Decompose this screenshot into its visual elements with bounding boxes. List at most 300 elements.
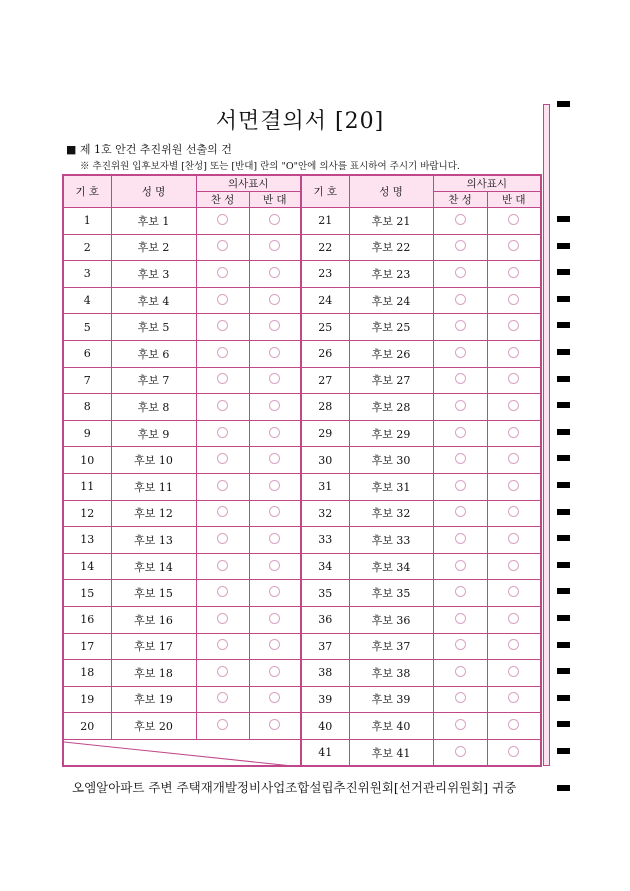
yes-circle[interactable] <box>433 713 487 740</box>
circle-icon <box>508 560 519 571</box>
yes-circle[interactable] <box>196 580 249 607</box>
circle-icon <box>217 373 228 384</box>
candidate-name: 후보 6 <box>111 340 196 367</box>
circle-icon <box>269 294 280 305</box>
circle-icon <box>217 586 228 597</box>
candidate-name: 후보 27 <box>349 367 433 394</box>
footer-recipient: 오엠알아파트 주변 주택재개발정비사업조합설립추진위원회[선거관리위원회] 귀중 <box>72 780 517 795</box>
candidate-name: 후보 7 <box>111 367 196 394</box>
table-row <box>63 340 541 367</box>
table-row <box>63 367 541 394</box>
circle-icon <box>455 214 466 225</box>
side-bar <box>543 104 550 766</box>
timing-mark <box>557 509 570 515</box>
table-row <box>63 208 541 235</box>
yes-circle[interactable] <box>196 208 249 235</box>
vote-table <box>62 174 542 767</box>
empty-cell <box>63 739 301 766</box>
no-circle[interactable] <box>487 314 541 341</box>
timing-mark <box>557 269 570 275</box>
header-vote: 의사표시 <box>196 175 301 192</box>
circle-icon <box>269 533 280 544</box>
circle-icon <box>269 214 280 225</box>
yes-circle[interactable] <box>433 261 487 288</box>
header-yes: 찬 성 <box>433 192 487 208</box>
candidate-number: 37 <box>301 633 349 660</box>
timing-mark <box>557 721 570 727</box>
circle-icon <box>508 586 519 597</box>
circle-icon <box>455 613 466 624</box>
circle-icon <box>508 613 519 624</box>
circle-icon <box>269 480 280 491</box>
circle-icon <box>455 294 466 305</box>
circle-icon <box>455 267 466 278</box>
candidate-number: 26 <box>301 340 349 367</box>
candidate-name: 후보 8 <box>111 394 196 421</box>
no-circle[interactable] <box>249 287 301 314</box>
agenda-heading: ■ 제 1호 안건 추진위원 선출의 건 <box>66 143 232 156</box>
table-row <box>63 447 541 474</box>
circle-icon <box>508 719 519 730</box>
candidate-number: 18 <box>63 660 111 687</box>
no-circle[interactable] <box>487 394 541 421</box>
circle-icon <box>508 427 519 438</box>
yes-circle[interactable] <box>196 367 249 394</box>
no-circle[interactable] <box>487 713 541 740</box>
table-row <box>63 420 541 447</box>
circle-icon <box>508 453 519 464</box>
candidate-name: 후보 4 <box>111 287 196 314</box>
candidate-name: 후보 18 <box>111 660 196 687</box>
header-vote: 의사표시 <box>433 175 541 192</box>
no-circle[interactable] <box>249 394 301 421</box>
circle-icon <box>269 692 280 703</box>
circle-icon <box>269 506 280 517</box>
instruction-text: ※ 추진위원 입후보자별 [찬성] 또는 [반대] 란의 "O"안에 의사를 표시하여 주시기 바랍니다. <box>80 161 460 172</box>
circle-icon <box>269 719 280 730</box>
circle-icon <box>269 560 280 571</box>
candidate-number: 22 <box>301 234 349 261</box>
circle-icon <box>269 639 280 650</box>
circle-icon <box>217 692 228 703</box>
circle-icon <box>508 347 519 358</box>
timing-mark <box>557 101 570 107</box>
circle-icon <box>508 294 519 305</box>
circle-icon <box>217 533 228 544</box>
no-circle[interactable] <box>249 473 301 500</box>
circle-icon <box>455 320 466 331</box>
candidate-number: 13 <box>63 527 111 554</box>
candidate-number: 4 <box>63 287 111 314</box>
timing-mark <box>557 785 570 791</box>
candidate-name: 후보 33 <box>349 527 433 554</box>
candidate-name: 후보 29 <box>349 420 433 447</box>
circle-icon <box>455 453 466 464</box>
circle-icon <box>455 692 466 703</box>
candidate-number: 2 <box>63 234 111 261</box>
circle-icon <box>455 719 466 730</box>
no-circle[interactable] <box>487 580 541 607</box>
table-row <box>63 713 541 740</box>
circle-icon <box>508 214 519 225</box>
table-row <box>63 500 541 527</box>
candidate-number: 34 <box>301 553 349 580</box>
table-row <box>63 287 541 314</box>
candidate-number: 12 <box>63 500 111 527</box>
candidate-name: 후보 17 <box>111 633 196 660</box>
candidate-number: 6 <box>63 340 111 367</box>
yes-circle[interactable] <box>433 739 487 766</box>
timing-mark <box>557 695 570 701</box>
candidate-name: 후보 19 <box>111 686 196 713</box>
no-circle[interactable] <box>487 447 541 474</box>
candidate-number: 16 <box>63 606 111 633</box>
circle-icon <box>455 480 466 491</box>
circle-icon <box>269 453 280 464</box>
no-circle[interactable] <box>249 447 301 474</box>
header-yes: 찬 성 <box>196 192 249 208</box>
candidate-name: 후보 32 <box>349 500 433 527</box>
no-circle[interactable] <box>487 686 541 713</box>
no-circle[interactable] <box>249 340 301 367</box>
candidate-name: 후보 40 <box>349 713 433 740</box>
candidate-name: 후보 22 <box>349 234 433 261</box>
circle-icon <box>217 453 228 464</box>
candidate-name: 후보 31 <box>349 473 433 500</box>
candidate-name: 후보 41 <box>349 739 433 766</box>
no-circle[interactable] <box>249 713 301 740</box>
circle-icon <box>508 639 519 650</box>
circle-icon <box>269 613 280 624</box>
timing-mark <box>557 322 570 328</box>
candidate-name: 후보 24 <box>349 287 433 314</box>
circle-icon <box>269 400 280 411</box>
candidate-name: 후보 5 <box>111 314 196 341</box>
yes-circle[interactable] <box>196 394 249 421</box>
circle-icon <box>508 267 519 278</box>
candidate-number: 38 <box>301 660 349 687</box>
table-row <box>63 580 541 607</box>
circle-icon <box>269 427 280 438</box>
no-circle[interactable] <box>249 367 301 394</box>
timing-mark <box>557 642 570 648</box>
yes-circle[interactable] <box>196 234 249 261</box>
no-circle[interactable] <box>249 500 301 527</box>
no-circle[interactable] <box>487 500 541 527</box>
circle-icon <box>508 240 519 251</box>
no-circle[interactable] <box>249 580 301 607</box>
candidate-number: 28 <box>301 394 349 421</box>
circle-icon <box>508 692 519 703</box>
circle-icon <box>217 506 228 517</box>
candidate-number: 3 <box>63 261 111 288</box>
candidate-number: 21 <box>301 208 349 235</box>
no-circle[interactable] <box>249 606 301 633</box>
timing-mark <box>557 296 570 302</box>
candidate-name: 후보 30 <box>349 447 433 474</box>
table-row <box>63 394 541 421</box>
no-circle[interactable] <box>487 473 541 500</box>
circle-icon <box>217 214 228 225</box>
timing-mark <box>557 216 570 222</box>
circle-icon <box>455 533 466 544</box>
yes-circle[interactable] <box>196 500 249 527</box>
diagonal-line <box>64 740 302 767</box>
yes-circle[interactable] <box>433 314 487 341</box>
candidate-name: 후보 35 <box>349 580 433 607</box>
candidate-name: 후보 13 <box>111 527 196 554</box>
candidate-name: 후보 36 <box>349 606 433 633</box>
yes-circle[interactable] <box>433 473 487 500</box>
no-circle[interactable] <box>487 739 541 766</box>
table-row <box>63 606 541 633</box>
candidate-number: 23 <box>301 261 349 288</box>
candidate-number: 11 <box>63 473 111 500</box>
circle-icon <box>217 294 228 305</box>
candidate-name: 후보 34 <box>349 553 433 580</box>
yes-circle[interactable] <box>196 447 249 474</box>
candidate-name: 후보 11 <box>111 473 196 500</box>
circle-icon <box>217 560 228 571</box>
no-circle[interactable] <box>249 420 301 447</box>
candidate-name: 후보 2 <box>111 234 196 261</box>
candidate-number: 24 <box>301 287 349 314</box>
no-circle[interactable] <box>487 527 541 554</box>
candidate-number: 41 <box>301 739 349 766</box>
circle-icon <box>508 373 519 384</box>
circle-icon <box>455 639 466 650</box>
candidate-number: 35 <box>301 580 349 607</box>
candidate-number: 9 <box>63 420 111 447</box>
table-row <box>63 633 541 660</box>
timing-mark <box>557 562 570 568</box>
table-row <box>63 553 541 580</box>
candidate-number: 39 <box>301 686 349 713</box>
no-circle[interactable] <box>487 234 541 261</box>
header-name: 성 명 <box>111 175 196 208</box>
circle-icon <box>508 666 519 677</box>
circle-icon <box>217 427 228 438</box>
no-circle[interactable] <box>487 261 541 288</box>
yes-circle[interactable] <box>196 713 249 740</box>
yes-circle[interactable] <box>196 287 249 314</box>
yes-circle[interactable] <box>433 500 487 527</box>
yes-circle[interactable] <box>433 633 487 660</box>
header-no: 반 대 <box>249 192 301 208</box>
circle-icon <box>269 666 280 677</box>
candidate-name: 후보 10 <box>111 447 196 474</box>
yes-circle[interactable] <box>196 340 249 367</box>
page-title: 서면결의서 [20] <box>215 109 385 134</box>
no-circle[interactable] <box>249 660 301 687</box>
circle-icon <box>455 400 466 411</box>
no-circle[interactable] <box>249 527 301 554</box>
circle-icon <box>217 639 228 650</box>
timing-mark <box>557 376 570 382</box>
table-row <box>63 314 541 341</box>
circle-icon <box>217 267 228 278</box>
timing-mark <box>557 349 570 355</box>
circle-icon <box>508 746 519 757</box>
yes-circle[interactable] <box>433 234 487 261</box>
candidate-name: 후보 16 <box>111 606 196 633</box>
candidate-number: 15 <box>63 580 111 607</box>
candidate-number: 33 <box>301 527 349 554</box>
yes-circle[interactable] <box>433 553 487 580</box>
yes-circle[interactable] <box>433 340 487 367</box>
yes-circle[interactable] <box>196 473 249 500</box>
yes-circle[interactable] <box>433 420 487 447</box>
candidate-number: 27 <box>301 367 349 394</box>
yes-circle[interactable] <box>196 686 249 713</box>
candidate-number: 31 <box>301 473 349 500</box>
circle-icon <box>455 746 466 757</box>
candidate-name: 후보 12 <box>111 500 196 527</box>
candidate-number: 30 <box>301 447 349 474</box>
yes-circle[interactable] <box>196 314 249 341</box>
candidate-name: 후보 21 <box>349 208 433 235</box>
yes-circle[interactable] <box>433 527 487 554</box>
yes-circle[interactable] <box>196 261 249 288</box>
circle-icon <box>217 719 228 730</box>
no-circle[interactable] <box>249 261 301 288</box>
table-row <box>63 473 541 500</box>
candidate-number: 32 <box>301 500 349 527</box>
table-row <box>63 261 541 288</box>
candidate-name: 후보 14 <box>111 553 196 580</box>
candidate-name: 후보 28 <box>349 394 433 421</box>
candidate-name: 후보 37 <box>349 633 433 660</box>
timing-mark <box>557 668 570 674</box>
yes-circle[interactable] <box>196 660 249 687</box>
yes-circle[interactable] <box>196 527 249 554</box>
circle-icon <box>508 533 519 544</box>
yes-circle[interactable] <box>433 660 487 687</box>
circle-icon <box>508 506 519 517</box>
no-circle[interactable] <box>487 606 541 633</box>
circle-icon <box>455 506 466 517</box>
candidate-name: 후보 25 <box>349 314 433 341</box>
no-circle[interactable] <box>487 633 541 660</box>
candidate-name: 후보 15 <box>111 580 196 607</box>
no-circle[interactable] <box>487 660 541 687</box>
yes-circle[interactable] <box>433 447 487 474</box>
no-circle[interactable] <box>249 553 301 580</box>
circle-icon <box>217 240 228 251</box>
circle-icon <box>508 400 519 411</box>
yes-circle[interactable] <box>433 606 487 633</box>
candidate-number: 19 <box>63 686 111 713</box>
no-circle[interactable] <box>487 287 541 314</box>
table-row <box>63 686 541 713</box>
yes-circle[interactable] <box>196 606 249 633</box>
timing-mark <box>557 535 570 541</box>
candidate-name: 후보 3 <box>111 261 196 288</box>
yes-circle[interactable] <box>196 553 249 580</box>
table-row <box>63 527 541 554</box>
yes-circle[interactable] <box>433 686 487 713</box>
circle-icon <box>217 666 228 677</box>
candidate-name: 후보 9 <box>111 420 196 447</box>
circle-icon <box>269 373 280 384</box>
candidate-number: 20 <box>63 713 111 740</box>
candidate-number: 5 <box>63 314 111 341</box>
yes-circle[interactable] <box>196 633 249 660</box>
circle-icon <box>508 480 519 491</box>
table-row <box>63 660 541 687</box>
candidate-number: 10 <box>63 447 111 474</box>
candidate-number: 29 <box>301 420 349 447</box>
candidate-number: 40 <box>301 713 349 740</box>
timing-mark <box>557 482 570 488</box>
candidate-name: 후보 39 <box>349 686 433 713</box>
timing-mark <box>557 402 570 408</box>
circle-icon <box>455 666 466 677</box>
no-circle[interactable] <box>249 208 301 235</box>
candidate-number: 36 <box>301 606 349 633</box>
circle-icon <box>217 400 228 411</box>
no-circle[interactable] <box>249 686 301 713</box>
no-circle[interactable] <box>487 208 541 235</box>
yes-circle[interactable] <box>433 287 487 314</box>
circle-icon <box>217 613 228 624</box>
circle-icon <box>269 240 280 251</box>
table-row <box>63 739 541 766</box>
circle-icon <box>269 586 280 597</box>
candidate-name: 후보 38 <box>349 660 433 687</box>
no-circle[interactable] <box>249 633 301 660</box>
no-circle[interactable] <box>487 553 541 580</box>
circle-icon <box>217 347 228 358</box>
header-name: 성 명 <box>349 175 433 208</box>
candidate-number: 14 <box>63 553 111 580</box>
candidate-number: 17 <box>63 633 111 660</box>
yes-circle[interactable] <box>433 367 487 394</box>
circle-icon <box>455 427 466 438</box>
timing-mark <box>557 429 570 435</box>
yes-circle[interactable] <box>433 394 487 421</box>
circle-icon <box>217 480 228 491</box>
no-circle[interactable] <box>249 314 301 341</box>
no-circle[interactable] <box>249 234 301 261</box>
candidate-name: 후보 1 <box>111 208 196 235</box>
no-circle[interactable] <box>487 367 541 394</box>
candidate-name: 후보 26 <box>349 340 433 367</box>
header-no: 반 대 <box>487 192 541 208</box>
yes-circle[interactable] <box>196 420 249 447</box>
no-circle[interactable] <box>487 340 541 367</box>
candidate-number: 8 <box>63 394 111 421</box>
circle-icon <box>455 586 466 597</box>
yes-circle[interactable] <box>433 208 487 235</box>
header-number: 기 호 <box>63 175 111 208</box>
no-circle[interactable] <box>487 420 541 447</box>
yes-circle[interactable] <box>433 580 487 607</box>
circle-icon <box>455 347 466 358</box>
header-number: 기 호 <box>301 175 349 208</box>
circle-icon <box>455 240 466 251</box>
candidate-name: 후보 23 <box>349 261 433 288</box>
circle-icon <box>269 347 280 358</box>
candidate-number: 1 <box>63 208 111 235</box>
timing-mark <box>557 615 570 621</box>
candidate-name: 후보 20 <box>111 713 196 740</box>
timing-mark <box>557 455 570 461</box>
circle-icon <box>269 320 280 331</box>
circle-icon <box>455 560 466 571</box>
circle-icon <box>508 320 519 331</box>
candidate-number: 25 <box>301 314 349 341</box>
